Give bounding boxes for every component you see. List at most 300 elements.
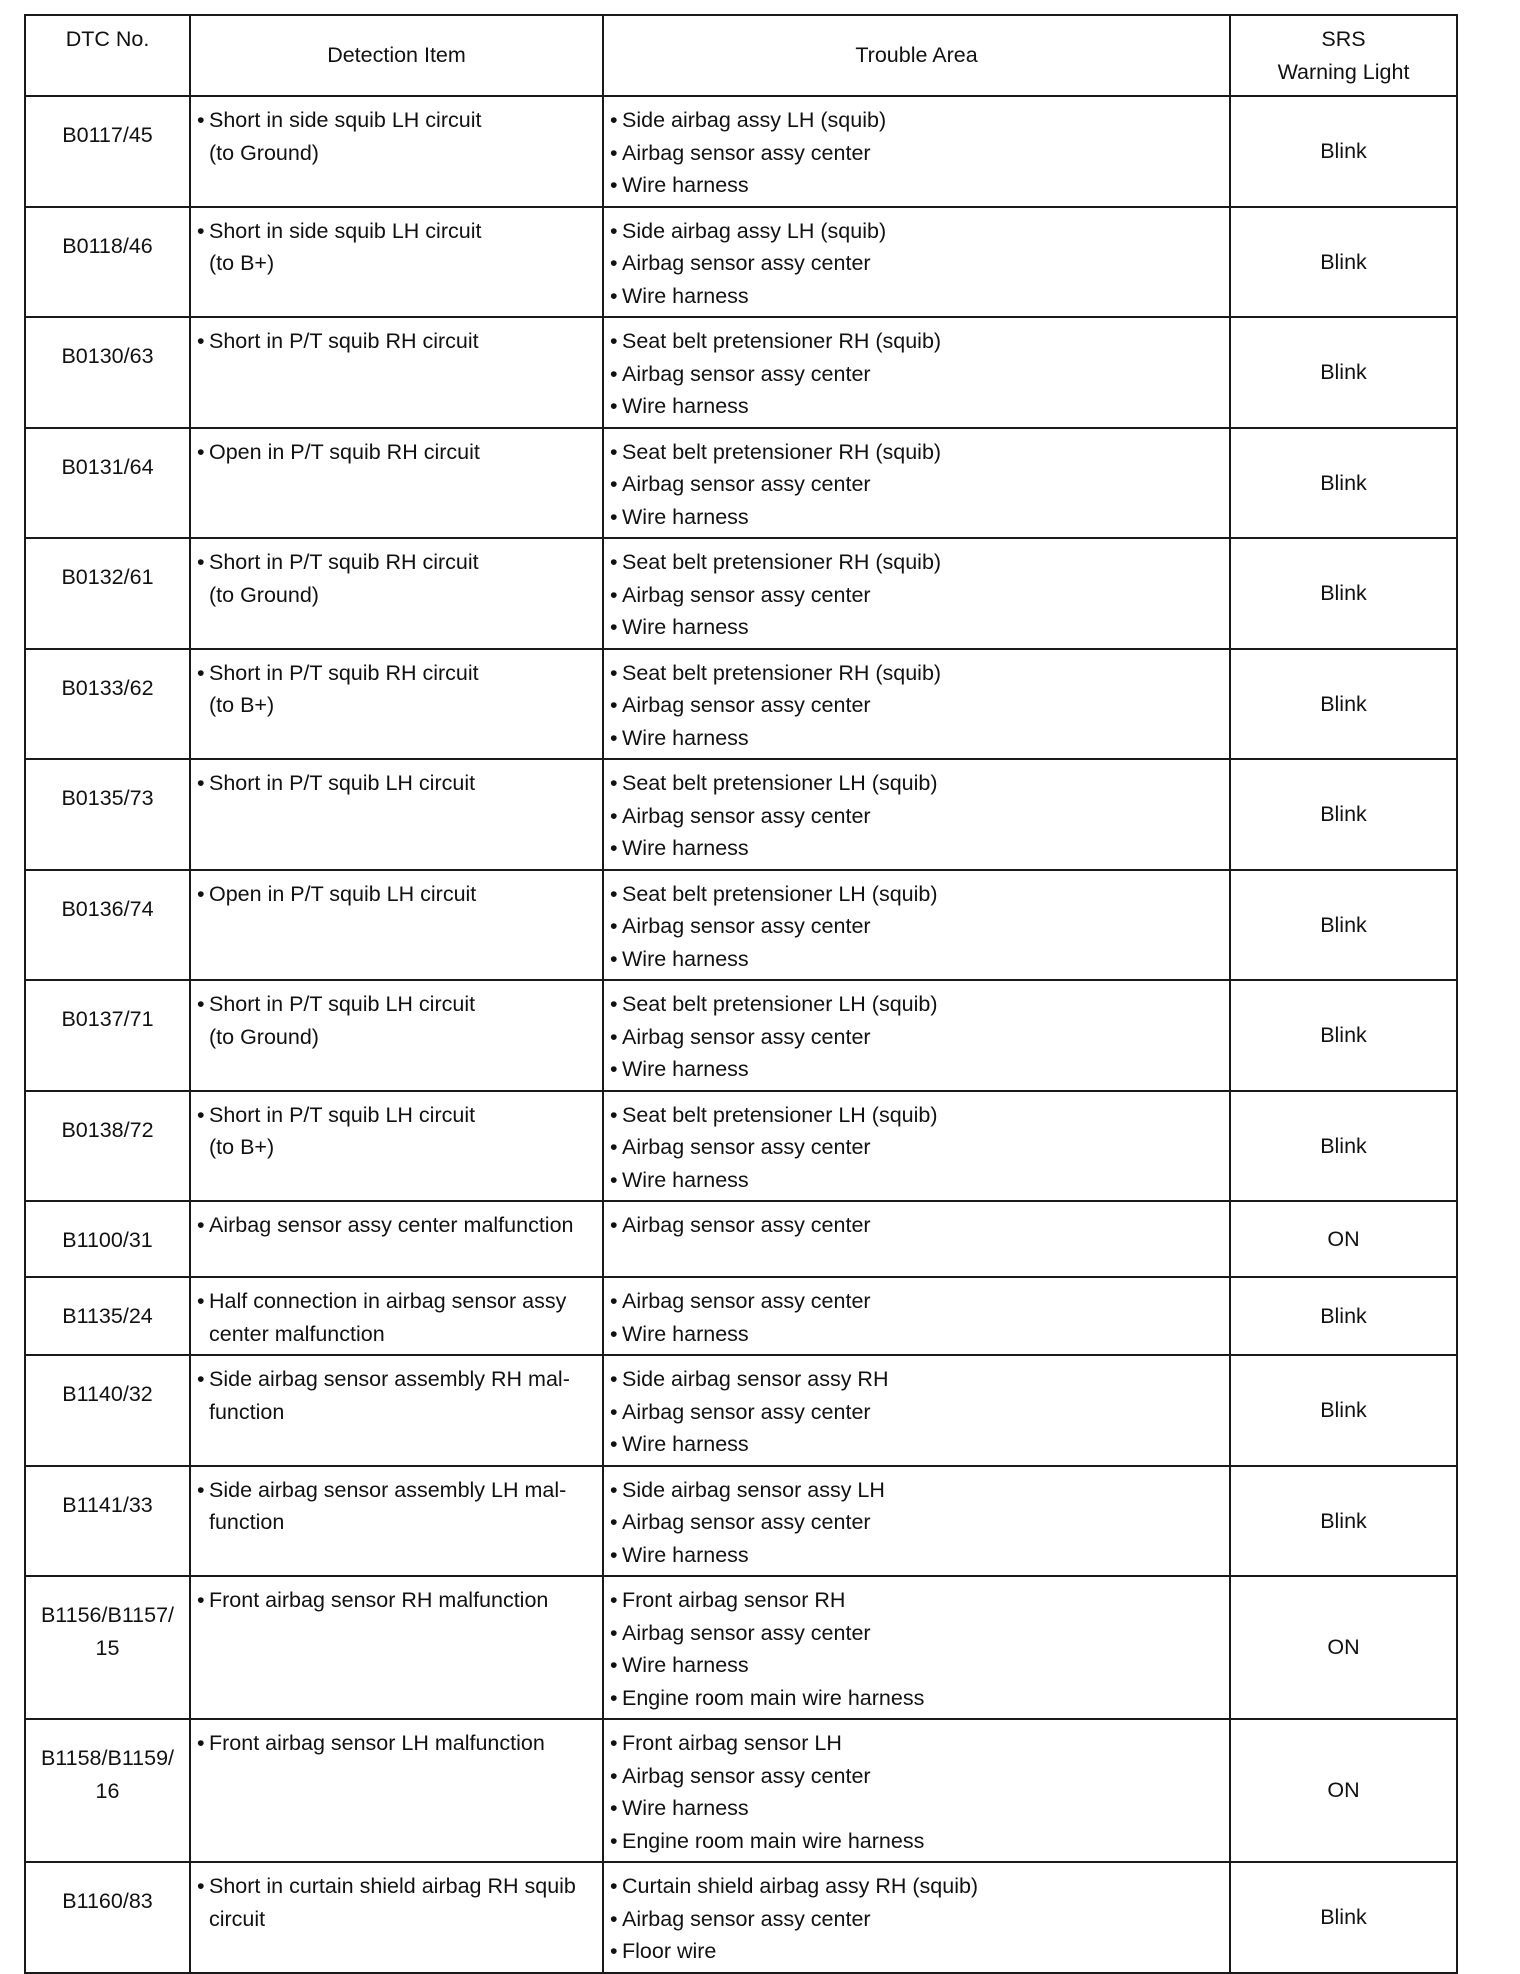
dtc-cell [25,759,190,870]
trouble-text: Wire harness [622,725,749,750]
detection-item-cell [190,870,603,981]
dtc-cell [25,428,190,539]
detection-text: Front airbag sensor LH malfunction [209,1731,545,1755]
table-row [25,1719,1457,1862]
trouble-area-line [610,1209,1223,1242]
trouble-text: Airbag sensor assy center [622,140,871,165]
trouble-area-line [610,247,1223,280]
trouble-text: Curtain shield airbag assy RH (squib) [622,1874,979,1898]
dtc-code: B1158/B1159/ [40,1746,175,1770]
trouble-area-line [610,325,1223,358]
bullet-icon: • [197,771,205,795]
trouble-text: Airbag sensor assy center [622,693,871,717]
trouble-text: Airbag sensor assy center [622,1135,871,1159]
detection-item-line [197,1285,596,1318]
trouble-area-line [610,1584,1223,1617]
trouble-area-line [610,280,1223,313]
srs-warning-light-cell: Blink [1230,980,1457,1091]
bullet-icon: • [610,914,618,938]
bullet-icon: • [197,1213,205,1237]
detection-item-line [197,1506,596,1539]
trouble-text: Airbag sensor assy center [622,472,871,496]
srs-warning-light-cell: ON [1230,1719,1457,1862]
detection-text: Short in P/T squib LH circuit [209,771,476,795]
bullet-icon: • [610,1367,618,1391]
bullet-icon: • [197,1102,205,1127]
trouble-text: Front airbag sensor LH [622,1731,842,1755]
dtc-code: B0131/64 [61,454,154,479]
trouble-text: Wire harness [622,504,749,529]
bullet-icon: • [610,251,618,275]
trouble-area-line [610,1021,1223,1054]
srs-warning-light-cell: ON [1230,1576,1457,1719]
trouble-area-line [610,1428,1223,1461]
bullet-icon: • [610,173,618,197]
srs-warning-light-cell: Blink [1230,649,1457,760]
detection-item-line [197,579,596,612]
bullet-icon: • [610,660,618,685]
detection-text: Side airbag sensor assembly LH mal- [209,1477,567,1502]
trouble-area-line [610,832,1223,865]
bullet-icon: • [610,361,618,386]
detection-item-line [197,546,596,579]
bullet-icon: • [610,1731,618,1755]
trouble-area-line [610,1792,1223,1825]
detection-item-cell [190,1719,603,1862]
trouble-area-line [610,1760,1223,1793]
table-row [25,759,1457,870]
srs-warning-light-cell: Blink [1230,1466,1457,1577]
trouble-text: Seat belt pretensioner RH (squib) [622,439,942,464]
srs-warning-light-cell: Blink [1230,870,1457,981]
trouble-area-line [610,579,1223,612]
table-body [25,96,1457,1973]
trouble-area-line [610,1682,1223,1715]
trouble-area-line [610,436,1223,469]
detection-item-cell [190,1355,603,1466]
header-row [25,15,1457,96]
trouble-area-line [610,1318,1223,1351]
trouble-text: Airbag sensor assy center [622,1620,871,1645]
bullet-icon: • [610,1828,618,1853]
trouble-area-line [610,501,1223,534]
bullet-icon: • [197,550,205,574]
bullet-icon: • [610,946,618,971]
dtc-cell [25,1091,190,1202]
trouble-area-cell [603,1466,1230,1577]
trouble-text: Wire harness [622,283,749,308]
detection-item-cell [190,317,603,428]
trouble-text: Airbag sensor assy center [622,1213,871,1237]
dtc-code: B1156/B1157/ [40,1603,175,1627]
bullet-icon: • [197,1477,205,1502]
table-row [25,96,1457,207]
table-row [25,1355,1457,1466]
detection-item-line [197,1474,596,1507]
table-row [25,1277,1457,1355]
trouble-text: Engine room main wire harness [622,1828,925,1853]
trouble-text: Airbag sensor assy center [622,1289,871,1313]
header-detection-item: Detection Item [190,15,603,96]
trouble-text: Wire harness [622,1432,749,1456]
trouble-text: Side airbag assy LH (squib) [622,108,887,132]
dtc-code: B0138/72 [61,1117,154,1142]
trouble-area-cell [603,1862,1230,1973]
dtc-code: 15 [95,1635,120,1660]
dtc-cell [25,96,190,207]
srs-warning-light-cell: Blink [1230,317,1457,428]
trouble-area-line [610,468,1223,501]
bullet-icon: • [197,1367,205,1391]
detection-text: Short in P/T squib RH circuit [209,550,479,574]
bullet-icon: • [610,1874,618,1898]
detection-text: function [209,1510,285,1534]
dtc-cell [25,870,190,981]
dtc-code: B1135/24 [62,1304,153,1328]
trouble-area-line [610,943,1223,976]
trouble-area-line [610,1164,1223,1197]
trouble-area-cell [603,538,1230,649]
bullet-icon: • [610,725,618,750]
detection-text: (to B+) [209,693,275,717]
trouble-area-line [610,657,1223,690]
detection-text: (to Ground) [209,140,319,165]
trouble-area-line [610,169,1223,202]
detection-item-line [197,1363,596,1396]
trouble-area-line [610,1825,1223,1858]
bullet-icon: • [610,1399,618,1424]
detection-item-cell [190,980,603,1091]
bullet-icon: • [610,693,618,717]
detection-text: Half connection in airbag sensor assy [209,1289,567,1313]
bullet-icon: • [610,582,618,607]
trouble-text: Side airbag sensor assy LH [622,1477,885,1502]
trouble-text: Wire harness [622,1796,749,1820]
detection-item-line [197,988,596,1021]
trouble-area-cell [603,207,1230,318]
detection-text: Open in P/T squib LH circuit [209,881,477,906]
bullet-icon: • [197,1588,205,1612]
trouble-area-line [610,1474,1223,1507]
trouble-area-line [610,104,1223,137]
trouble-text: Seat belt pretensioner LH (squib) [622,992,938,1016]
trouble-text: Wire harness [622,836,749,860]
bullet-icon: • [610,1939,618,1963]
bullet-icon: • [197,881,205,906]
detection-item-line [197,767,596,800]
trouble-area-cell [603,980,1230,1091]
bullet-icon: • [610,1135,618,1159]
bullet-icon: • [610,1620,618,1645]
trouble-area-line [610,1506,1223,1539]
bullet-icon: • [610,1321,618,1346]
detection-text: (to Ground) [209,1024,319,1049]
detection-item-cell [190,649,603,760]
bullet-icon: • [197,108,205,132]
dtc-cell [25,980,190,1091]
srs-warning-light-cell: Blink [1230,1355,1457,1466]
trouble-area-line [610,878,1223,911]
header-srs-line2: Warning Light [1277,59,1410,84]
trouble-text: Airbag sensor assy center [622,1763,871,1788]
table-header [25,15,1457,96]
bullet-icon: • [610,1213,618,1237]
detection-item-cell [190,207,603,318]
trouble-area-line [610,1539,1223,1572]
bullet-icon: • [610,1542,618,1567]
trouble-area-line [610,1285,1223,1318]
bullet-icon: • [610,550,618,574]
bullet-icon: • [610,771,618,795]
detection-item-line [197,1099,596,1132]
dtc-code: B0130/63 [61,344,154,368]
detection-text: center malfunction [209,1321,385,1346]
table-row [25,538,1457,649]
trouble-area-cell [603,649,1230,760]
bullet-icon: • [610,881,618,906]
dtc-code: B1160/83 [62,1889,153,1913]
bullet-icon: • [610,1102,618,1127]
bullet-icon: • [610,1289,618,1313]
trouble-area-line [610,689,1223,722]
header-trouble-area: Trouble Area [603,15,1230,96]
dtc-cell [25,1201,190,1277]
detection-item-cell [190,759,603,870]
bullet-icon: • [610,615,618,639]
bullet-icon: • [610,218,618,243]
dtc-cell [25,1862,190,1973]
table-row [25,649,1457,760]
detection-text: Short in P/T squib RH circuit [209,660,479,685]
trouble-text: Seat belt pretensioner RH (squib) [622,660,942,685]
detection-item-line [197,247,596,280]
trouble-text: Engine room main wire harness [622,1685,925,1710]
dtc-code: B1141/33 [62,1492,153,1517]
dtc-code: B0133/62 [61,675,154,700]
detection-item-line [197,878,596,911]
trouble-text: Seat belt pretensioner RH (squib) [622,329,942,353]
bullet-icon: • [610,329,618,353]
bullet-icon: • [610,836,618,860]
dtc-code: 16 [95,1778,120,1803]
table-row [25,1862,1457,1973]
detection-item-line [197,1131,596,1164]
bullet-icon: • [610,394,618,418]
trouble-text: Wire harness [622,1167,749,1192]
trouble-area-line [610,800,1223,833]
table-row [25,1576,1457,1719]
trouble-area-cell [603,96,1230,207]
detection-item-line [197,1727,596,1760]
trouble-area-line [610,1363,1223,1396]
bullet-icon: • [197,992,205,1016]
bullet-icon: • [610,1685,618,1710]
detection-item-line [197,1021,596,1054]
bullet-icon: • [610,803,618,828]
dtc-cell [25,207,190,318]
detection-item-line [197,1318,596,1351]
trouble-text: Side airbag sensor assy RH [622,1367,889,1391]
table-row [25,207,1457,318]
bullet-icon: • [610,1796,618,1820]
trouble-text: Airbag sensor assy center [622,1024,871,1049]
trouble-area-cell [603,317,1230,428]
dtc-code: B0117/45 [62,123,153,147]
detection-item-line [197,436,596,469]
trouble-area-line [610,1870,1223,1903]
trouble-text: Wire harness [622,615,749,639]
bullet-icon: • [610,1653,618,1677]
detection-text: Short in side squib LH circuit [209,218,482,243]
dtc-cell [25,1466,190,1577]
trouble-text: Wire harness [622,173,749,197]
bullet-icon: • [197,439,205,464]
trouble-text: Seat belt pretensioner LH (squib) [622,881,938,906]
srs-warning-light-cell: Blink [1230,538,1457,649]
detection-text: Short in P/T squib LH circuit [209,1102,476,1127]
detection-text: (to Ground) [209,582,319,607]
bullet-icon: • [610,439,618,464]
detection-item-line [197,1584,596,1617]
trouble-area-line [610,1903,1223,1936]
dtc-cell [25,649,190,760]
trouble-area-line [610,546,1223,579]
trouble-area-line [610,1396,1223,1429]
table-row [25,980,1457,1091]
trouble-area-cell [603,1091,1230,1202]
dtc-code: B1100/31 [62,1228,153,1252]
trouble-text: Wire harness [622,1321,749,1346]
trouble-text: Wire harness [622,1057,749,1081]
detection-text: Side airbag sensor assembly RH mal- [209,1367,570,1391]
srs-warning-light-cell: ON [1230,1201,1457,1277]
dtc-cell [25,1277,190,1355]
detection-text: Open in P/T squib RH circuit [209,439,480,464]
trouble-area-line [610,988,1223,1021]
trouble-area-line [610,1727,1223,1760]
header-dtc-no: DTC No. [25,15,190,96]
trouble-area-line [610,767,1223,800]
table-row [25,317,1457,428]
trouble-area-cell [603,1719,1230,1862]
srs-warning-light-cell: Blink [1230,1091,1457,1202]
srs-warning-light-cell: Blink [1230,428,1457,539]
trouble-text: Airbag sensor assy center [622,914,871,938]
trouble-area-line [610,1617,1223,1650]
trouble-text: Wire harness [622,946,749,971]
bullet-icon: • [610,1763,618,1788]
detection-text: Short in P/T squib LH circuit [209,992,476,1016]
detection-item-line [197,1870,596,1903]
detection-text: Short in P/T squib RH circuit [209,329,479,353]
table-row [25,428,1457,539]
srs-warning-light-cell: Blink [1230,207,1457,318]
trouble-text: Airbag sensor assy center [622,361,871,386]
srs-warning-light-cell: Blink [1230,96,1457,207]
detection-item-cell [190,96,603,207]
trouble-text: Wire harness [622,1542,749,1567]
dtc-cell [25,538,190,649]
trouble-area-line [610,390,1223,423]
srs-warning-light-cell: Blink [1230,1862,1457,1973]
trouble-text: Seat belt pretensioner LH (squib) [622,1102,938,1127]
trouble-text: Floor wire [622,1939,717,1963]
detection-item-line [197,215,596,248]
srs-warning-light-cell: Blink [1230,1277,1457,1355]
table-row [25,1466,1457,1577]
bullet-icon: • [610,1057,618,1081]
trouble-area-cell [603,870,1230,981]
bullet-icon: • [610,108,618,132]
trouble-area-line [610,137,1223,170]
detection-item-cell [190,1466,603,1577]
detection-item-line [197,657,596,690]
detection-item-cell [190,1277,603,1355]
trouble-text: Wire harness [622,394,749,418]
bullet-icon: • [610,140,618,165]
bullet-icon: • [197,329,205,353]
trouble-area-line [610,1099,1223,1132]
bullet-icon: • [610,283,618,308]
detection-item-cell [190,1201,603,1277]
trouble-text: Wire harness [622,1653,749,1677]
table-row [25,1091,1457,1202]
bullet-icon: • [197,1731,205,1755]
trouble-area-line [610,1649,1223,1682]
detection-item-cell [190,1862,603,1973]
trouble-area-line [610,1053,1223,1086]
dtc-code: B0132/61 [61,565,154,589]
bullet-icon: • [610,472,618,496]
trouble-text: Airbag sensor assy center [622,1510,871,1534]
table-row [25,1201,1457,1277]
detection-item-line [197,689,596,722]
table-row [25,870,1457,981]
detection-item-line [197,1903,596,1936]
bullet-icon: • [197,1874,205,1898]
srs-warning-light-cell: Blink [1230,759,1457,870]
detection-item-line [197,1396,596,1429]
header-srs-line1: SRS [1321,27,1366,51]
dtc-table [24,14,1458,1974]
trouble-area-cell [603,1277,1230,1355]
trouble-area-line [610,722,1223,755]
bullet-icon: • [610,1906,618,1931]
trouble-text: Side airbag assy LH (squib) [622,218,887,243]
trouble-text: Airbag sensor assy center [622,582,871,607]
trouble-text: Front airbag sensor RH [622,1588,846,1612]
dtc-cell [25,1576,190,1719]
detection-text: circuit [209,1906,266,1931]
detection-item-cell [190,1091,603,1202]
detection-item-line [197,1209,596,1242]
detection-text: function [209,1399,285,1424]
detection-item-line [197,104,596,137]
detection-item-line [197,137,596,170]
bullet-icon: • [197,218,205,243]
bullet-icon: • [610,1024,618,1049]
trouble-area-line [610,1935,1223,1968]
bullet-icon: • [610,1477,618,1502]
dtc-code: B0135/73 [61,786,154,810]
header-srs-warning-light [1230,15,1457,96]
dtc-cell [25,317,190,428]
dtc-code: B1140/32 [62,1382,153,1406]
detection-text: Front airbag sensor RH malfunction [209,1588,549,1612]
dtc-code: B0137/71 [61,1007,154,1031]
dtc-cell [25,1719,190,1862]
trouble-text: Airbag sensor assy center [622,1399,871,1424]
